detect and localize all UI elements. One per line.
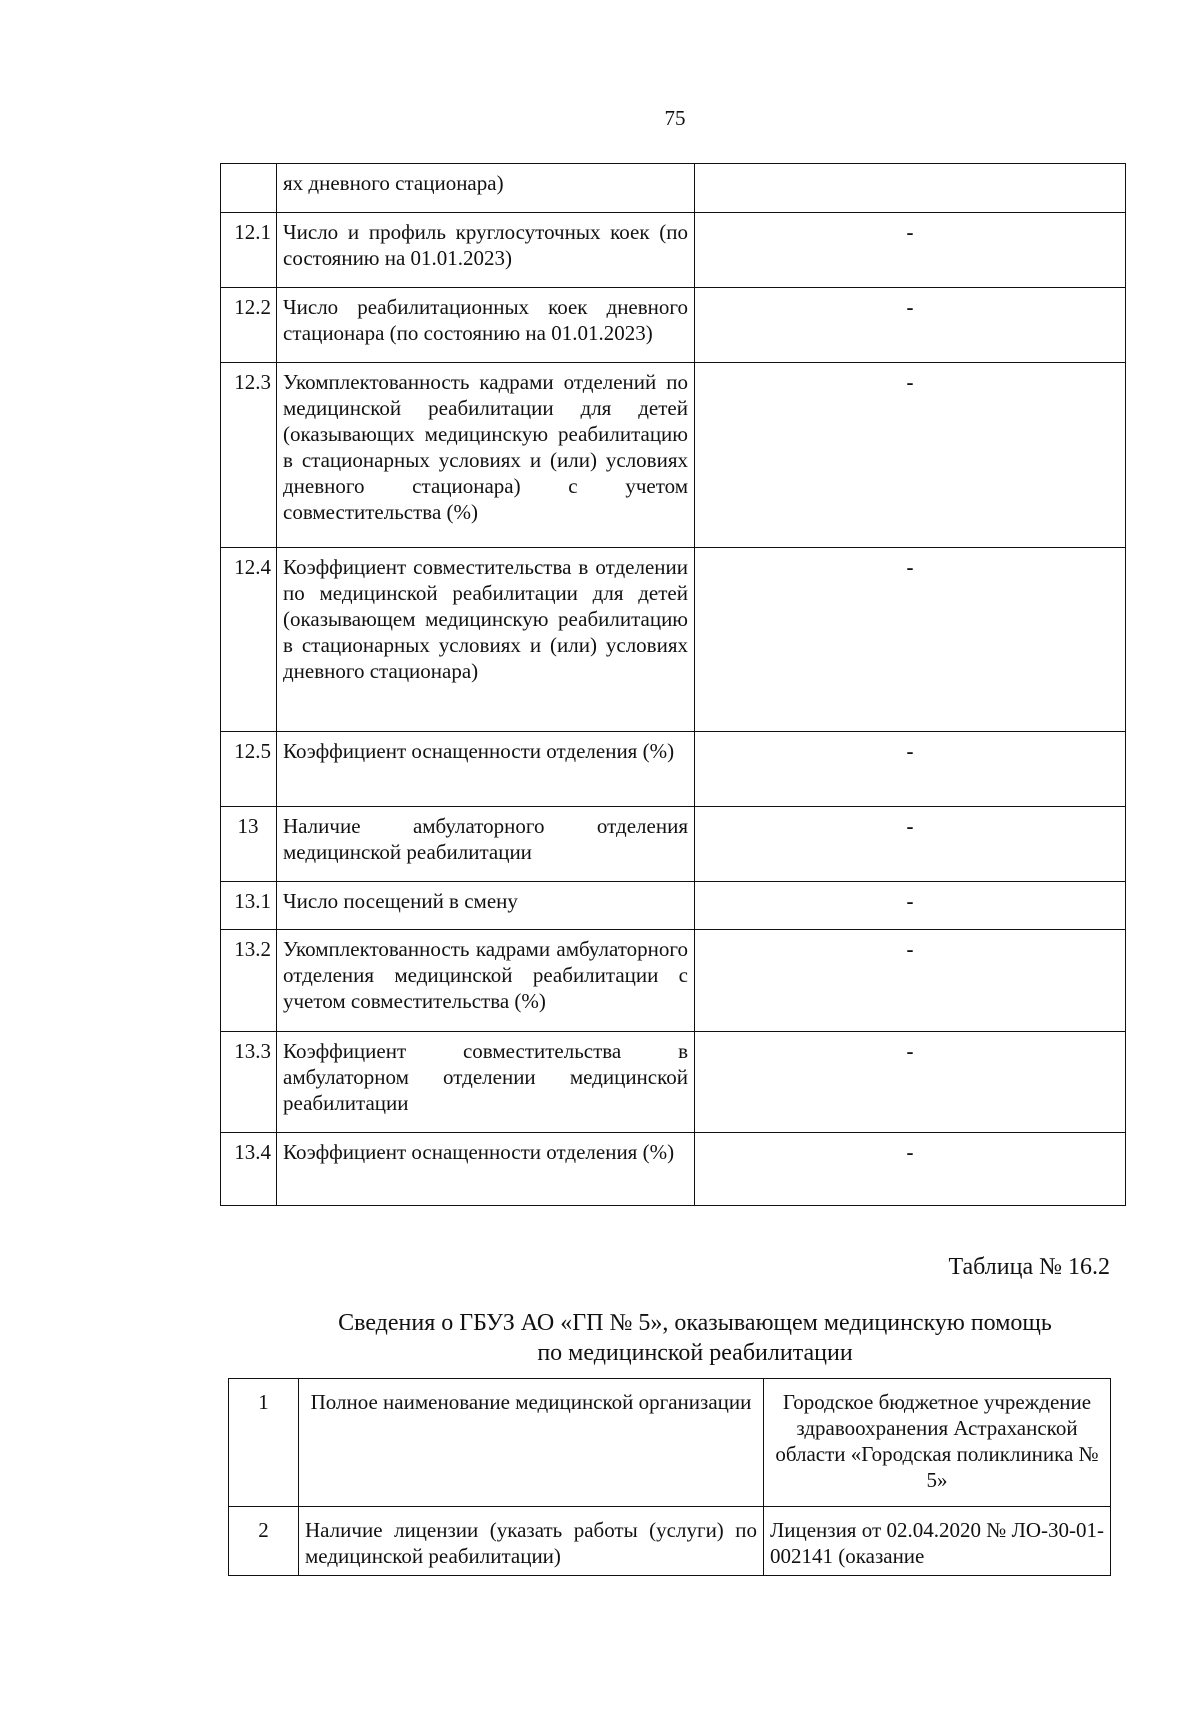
row-value: - <box>695 213 1126 288</box>
table-row <box>221 548 1126 732</box>
table-row <box>221 164 1126 213</box>
row-value: - <box>695 1032 1126 1133</box>
row-number: 13 <box>221 807 277 882</box>
section-title-line: по медицинской реабилитации <box>537 1340 853 1366</box>
row-description: Число посещений в смену <box>277 882 695 930</box>
row-description: Коэффициент совместительства в отделении по медицинской реабилитации для детей (оказывающем медицинскую реабилитацию в стационарных условиях и (или) условиях дневного стационара) <box>277 548 695 732</box>
row-description: Коэффициент оснащенности отделения (%) <box>277 1133 695 1206</box>
row-number: 12.5 <box>221 732 277 807</box>
table-row <box>221 288 1126 363</box>
table-row <box>221 930 1126 1032</box>
organization-info-table <box>228 1378 1111 1576</box>
table-row <box>229 1507 1111 1576</box>
row-number: 13.3 <box>221 1032 277 1133</box>
row-number: 13.4 <box>221 1133 277 1206</box>
table-row <box>221 213 1126 288</box>
section-title <box>230 1308 1160 1368</box>
row-value: - <box>695 807 1126 882</box>
row-description: ях дневного стационара) <box>277 164 695 213</box>
table-row <box>221 1032 1126 1133</box>
row-description: Число реабилитационных коек дневного стационара (по состоянию на 01.01.2023) <box>277 288 695 363</box>
row-description: Наличие амбулаторного отделения медицинской реабилитации <box>277 807 695 882</box>
table-row <box>221 1133 1126 1206</box>
row-number: 2 <box>229 1507 299 1576</box>
row-number <box>221 164 277 213</box>
row-description: Укомплектованность кадрами отделений по медицинской реабилитации для детей (оказывающих медицинскую реабилитацию в стационарных условиях и (или) условиях дневного стационара) с учетом совместительства (%) <box>277 363 695 548</box>
row-number: 12.4 <box>221 548 277 732</box>
indicators-table <box>220 163 1126 1206</box>
table-row <box>221 882 1126 930</box>
row-value: Городское бюджетное учреждение здравоохранения Астраханской области «Городская поликлиника № 5» <box>764 1379 1111 1507</box>
page-number: 75 <box>664 106 686 130</box>
row-description: Коэффициент оснащенности отделения (%) <box>277 732 695 807</box>
section-title-line: Сведения о ГБУЗ АО «ГП № 5», оказывающем медицинскую помощь <box>338 1310 1052 1336</box>
row-number: 13.2 <box>221 930 277 1032</box>
row-value: Лицензия от 02.04.2020 № ЛО-30-01-002141 (оказание <box>764 1507 1111 1576</box>
row-label: Наличие лицензии (указать работы (услуги) по медицинской реабилитации) <box>299 1507 764 1576</box>
row-value: - <box>695 930 1126 1032</box>
row-value: - <box>695 363 1126 548</box>
row-description: Число и профиль круглосуточных коек (по состоянию на 01.01.2023) <box>277 213 695 288</box>
row-value: - <box>695 1133 1126 1206</box>
row-description: Коэффициент совместительства в амбулаторном отделении медицинской реабилитации <box>277 1032 695 1133</box>
row-value: - <box>695 288 1126 363</box>
table-row <box>221 363 1126 548</box>
table-row <box>221 732 1126 807</box>
row-number: 12.2 <box>221 288 277 363</box>
table-row <box>221 807 1126 882</box>
row-value: - <box>695 882 1126 930</box>
row-number: 12.3 <box>221 363 277 548</box>
row-value: - <box>695 732 1126 807</box>
row-number: 1 <box>229 1379 299 1507</box>
table-row <box>229 1379 1111 1507</box>
row-value: - <box>695 548 1126 732</box>
row-label: Полное наименование медицинской организации <box>299 1379 764 1507</box>
row-number: 13.1 <box>221 882 277 930</box>
row-value <box>695 164 1126 213</box>
table-caption: Таблица № 16.2 <box>948 1254 1110 1280</box>
row-number: 12.1 <box>221 213 277 288</box>
row-description: Укомплектованность кадрами амбулаторного отделения медицинской реабилитации с учетом совместительства (%) <box>277 930 695 1032</box>
